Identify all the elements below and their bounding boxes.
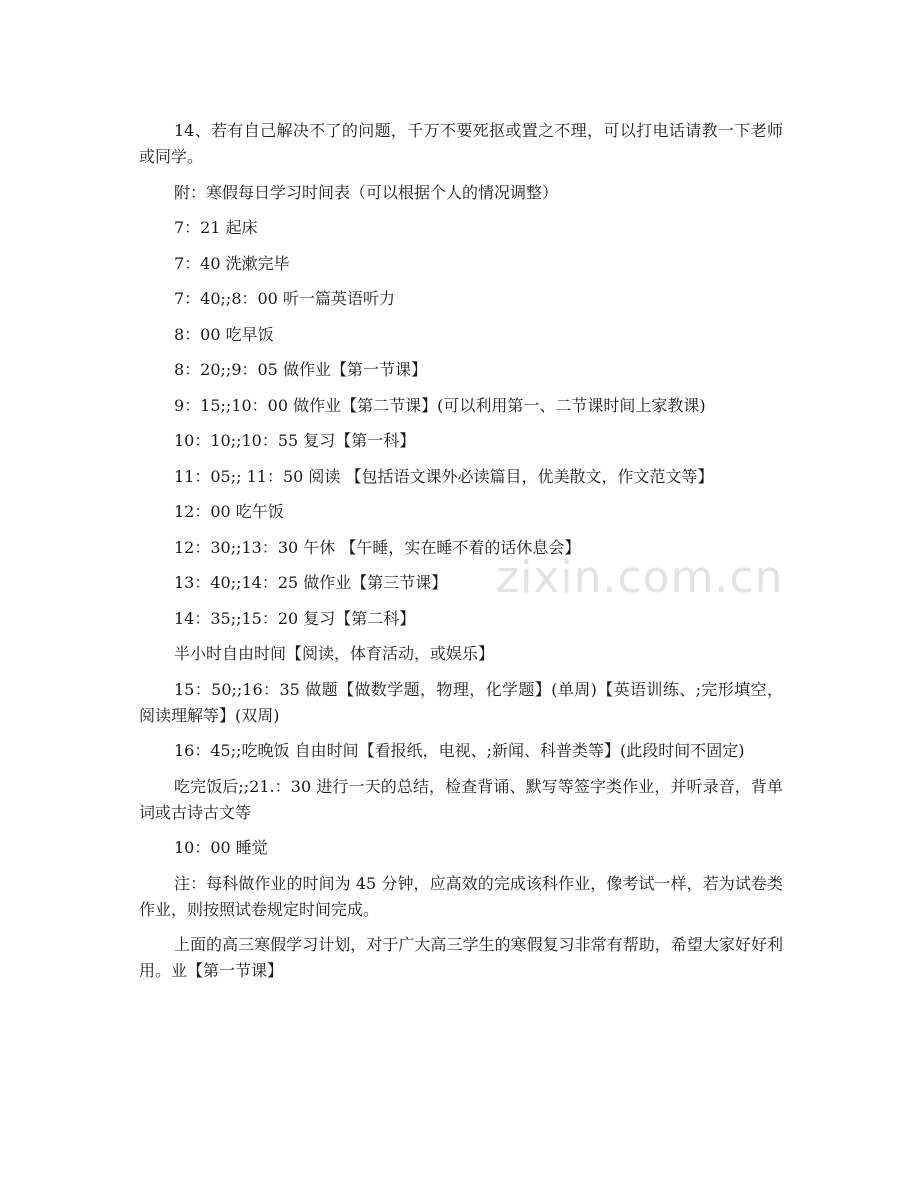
paragraph-tip-14: 14、若有自己解决不了的问题，千万不要死抠或置之不理，可以打电话请教一下老师或同学。: [139, 121, 783, 166]
schedule-item: 10：10;;10：55 复习【第一科】: [174, 431, 416, 450]
schedule-item: 12：30;;13：30 午休 【午睡，实在睡不着的话休息会】: [174, 537, 581, 557]
schedule-item: 13：40;;14：25 做作业【第三节课】: [174, 573, 448, 592]
schedule-item: 11：05;; 11：50 阅读 【包括语文课外必读篇目，优美散文，作文范文等】: [174, 466, 714, 486]
schedule-item: 7：21 起床: [174, 218, 258, 237]
schedule-item: 7：40 洗漱完毕: [174, 253, 290, 273]
schedule-item: 12：00 吃午饭: [174, 502, 284, 521]
paragraph-conclusion: 上面的高三寒假学习计划，对于广大高三学生的寒假复习非常有帮助，希望大家好好利用。业【第一节课】: [139, 935, 783, 980]
watermark-text: zixin.com.cn: [496, 552, 784, 603]
schedule-item: 16：45;;吃晚饭 自由时间【看报纸，电视、;新闻、科普类等】(此段时间不固定): [174, 741, 745, 760]
schedule-item: 15：50;;16：35 做题【做数学题，物理，化学题】(单周)【英语训练、;完形填空，阅读理解等】(双周): [139, 679, 783, 725]
schedule-item: 10：00 睡觉: [174, 838, 268, 857]
schedule-item: 9：15;;10：00 做作业【第二节课】(可以利用第一、二节课时间上家教课): [174, 395, 706, 415]
schedule-item: 半小时自由时间【阅读，体育活动，或娱乐】: [174, 644, 495, 663]
paragraph-note: 注：每科做作业的时间为 45 分钟，应高效的完成该科作业，像考试一样，若为试卷类作业，则按照试卷规定时间完成。: [139, 873, 783, 919]
schedule-item: 14：35;;15：20 复习【第二科】: [174, 608, 416, 628]
paragraph-schedule-heading: 附：寒假每日学习时间表（可以根据个人的情况调整）: [174, 182, 559, 202]
schedule-item: 8：00 吃早饭: [174, 324, 274, 344]
schedule-item: 7：40;;8：00 听一篇英语听力: [174, 289, 395, 308]
document-body: [139, 118, 783, 994]
schedule-item: 吃完饭后;;21.：30 进行一天的总结，检查背诵、默写等签字类作业，并听录音，背单词或古诗古文等: [139, 776, 783, 822]
schedule-item: 8：20;;9：05 做作业【第一节课】: [174, 360, 427, 379]
